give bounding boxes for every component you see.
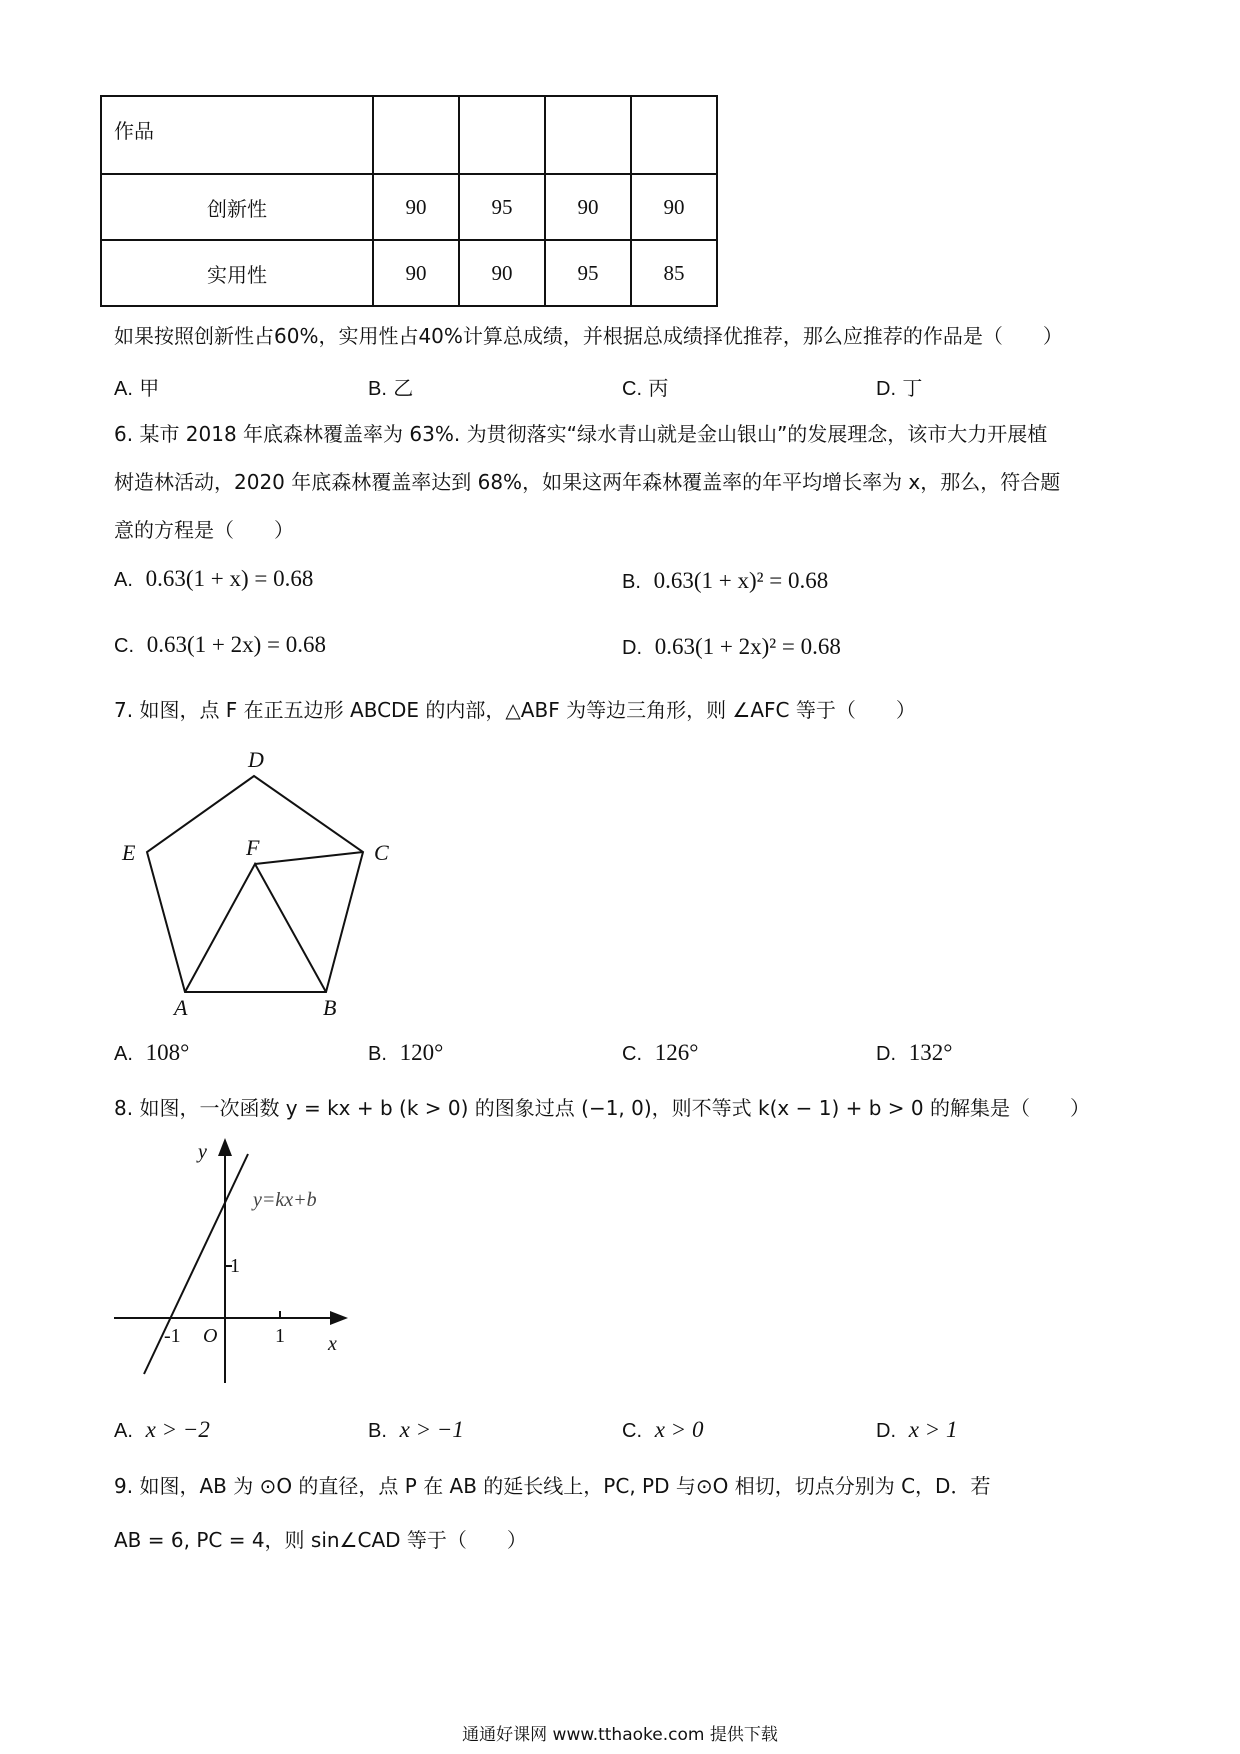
q7-option-c: C. 126° xyxy=(622,1040,699,1065)
x-axis-arrow xyxy=(330,1311,348,1325)
q5-option-d: D. 丁 xyxy=(876,376,923,400)
table-cell: 90 xyxy=(545,174,631,240)
q8-option-d: D. x > 1 xyxy=(876,1417,958,1442)
question-6-line1: 6. 某市 2018 年底森林覆盖率为 63%. 为贯彻落实“绿水青山就是金山银山”的发展理念，该市大力开展植 xyxy=(114,422,1048,446)
row-label: 创新性 xyxy=(101,174,373,240)
equilateral-triangle-abf xyxy=(185,864,326,992)
table-cell: 90 xyxy=(373,174,459,240)
q6-option-b: B. 0.63(1 + x)² = 0.68 xyxy=(622,568,829,593)
y-tick-label: 1 xyxy=(230,1255,240,1277)
table-row xyxy=(101,174,717,240)
table-row xyxy=(101,240,717,306)
q8-option-b: B. x > −1 xyxy=(368,1417,464,1442)
scores-table xyxy=(100,95,718,307)
question-9-line1: 9. 如图，AB 为 ⊙O 的直径，点 P 在 AB 的延长线上，PC, PD 与⊙O 相切，切点分别为 C，D．若 xyxy=(114,1474,991,1498)
segment-fc xyxy=(255,852,363,864)
question-8-text: 8. 如图，一次函数 y = kx + b (k > 0) 的图象过点 (−1, 0)，则不等式 k(x − 1) + b > 0 的解集是（ ） xyxy=(114,1096,1090,1120)
question-5-text: 如果按照创新性占60%，实用性占40%计算总成绩，并根据总成绩择优推荐，那么应推荐的作品是（ ） xyxy=(114,324,1063,348)
question-7-text: 7. 如图，点 F 在正五边形 ABCDE 的内部，△ABF 为等边三角形，则 ∠AFC 等于（ ） xyxy=(114,698,916,722)
function-label: y=kx+b xyxy=(253,1189,317,1211)
q6-option-a: A. 0.63(1 + x) = 0.68 xyxy=(114,566,314,591)
q7-option-b: B. 120° xyxy=(368,1040,444,1065)
question-9-line2: AB = 6, PC = 4，则 sin∠CAD 等于（ ） xyxy=(114,1528,527,1552)
table-cell: 85 xyxy=(631,240,717,306)
question-6-line2: 树造林活动，2020 年底森林覆盖率达到 68%，如果这两年森林覆盖率的年平均增长率为 x，那么，符合题 xyxy=(114,470,1061,494)
y-axis-label: y xyxy=(198,1141,207,1163)
x-tick-label: 1 xyxy=(275,1325,285,1347)
label-a: A xyxy=(174,995,188,1020)
pentagon-abcde xyxy=(147,776,363,992)
q8-option-a: A. x > −2 xyxy=(114,1417,210,1442)
label-c: C xyxy=(374,840,389,865)
q6-option-c: C. 0.63(1 + 2x) = 0.68 xyxy=(114,632,326,657)
q6-option-d: D. 0.63(1 + 2x)² = 0.68 xyxy=(622,634,841,659)
label-d: D xyxy=(248,747,264,772)
q8-option-c: C. x > 0 xyxy=(622,1417,704,1442)
y-axis-arrow xyxy=(218,1138,232,1156)
table-cell: 95 xyxy=(459,174,545,240)
table-cell xyxy=(459,96,545,174)
pentagon-figure xyxy=(110,740,400,1020)
q7-option-a: A. 108° xyxy=(114,1040,190,1065)
page-footer: 通通好课网 www.tthaoke.com 提供下载 xyxy=(462,1725,778,1745)
q5-option-b: B. 乙 xyxy=(368,376,414,400)
table-header-cell: 作品 xyxy=(101,96,373,174)
table-cell xyxy=(631,96,717,174)
neg-one-label: -1 xyxy=(164,1325,181,1347)
table-cell xyxy=(373,96,459,174)
label-b: B xyxy=(323,995,337,1020)
origin-label: O xyxy=(203,1325,218,1347)
label-f: F xyxy=(246,835,260,860)
linear-function-graph xyxy=(108,1138,368,1398)
q5-option-a: A. 甲 xyxy=(114,376,160,400)
table-cell: 90 xyxy=(631,174,717,240)
table-cell: 90 xyxy=(373,240,459,306)
table-cell: 90 xyxy=(459,240,545,306)
row-label: 实用性 xyxy=(101,240,373,306)
table-cell: 95 xyxy=(545,240,631,306)
x-axis-label: x xyxy=(328,1333,337,1355)
table-cell xyxy=(545,96,631,174)
label-e: E xyxy=(122,840,136,865)
q5-option-c: C. 丙 xyxy=(622,376,669,400)
q7-option-d: D. 132° xyxy=(876,1040,953,1065)
question-6-line3: 意的方程是（ ） xyxy=(114,518,294,542)
